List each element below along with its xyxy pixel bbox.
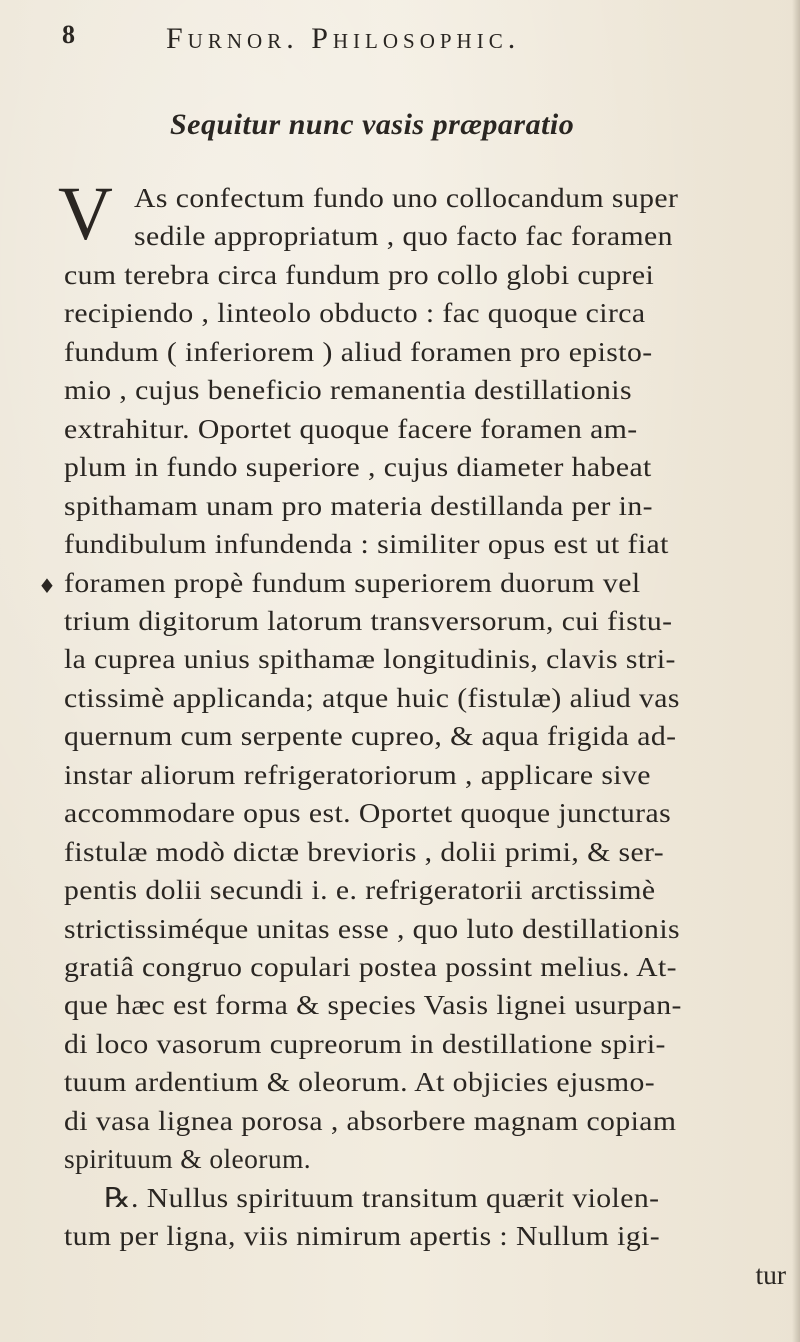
text-line: foramen propè fundum superiorem duorum vel [64, 566, 641, 598]
text-line: mio , cujus beneficio remanentia destillationis [64, 374, 632, 406]
text-line: cum terebra circa fundum pro collo globi cuprei [64, 258, 655, 290]
margin-marker: ♦ [38, 574, 56, 598]
text-line: di loco vasorum cupreorum in destillatione spiri- [64, 1027, 666, 1059]
catchword: tur [755, 1258, 786, 1290]
section-title: Sequitur nunc vasis præparatio [170, 108, 575, 141]
text-line: pentis dolii secundi i. e. refrigeratorii arctissimè [64, 874, 656, 906]
text-line: sedile appropriatum , quo facto fac foramen [134, 220, 673, 252]
text-line: quernum cum serpente cupreo, & aqua frigida ad- [64, 720, 677, 752]
text-line: extrahitur. Oportet quoque facere foramen am- [64, 412, 638, 444]
text-line: accommodare opus est. Oportet quoque juncturas [64, 797, 672, 829]
text-line: ctissimè applicanda; atque huic (fistulæ) aliud vas [64, 681, 680, 713]
text-line: fundum ( inferiorem ) aliud foramen pro episto- [64, 335, 653, 367]
text-line: fundibulum infundenda : similiter opus est ut fiat [64, 528, 669, 560]
text-line: trium digitorum latorum transversorum, cui fistu- [64, 604, 673, 636]
text-line: fistulæ modò dictæ brevioris , dolii primi, & ser- [64, 835, 665, 867]
text-line: spirituum & oleorum. [64, 1143, 312, 1175]
running-title: Furnor. Philosophic. [166, 22, 521, 55]
text-line: que hæc est forma & species Vasis lignei usurpan- [64, 989, 682, 1021]
text-line: tuum ardentium & oleorum. At objicies ejusmo- [64, 1066, 656, 1098]
page-edge-shadow [792, 0, 800, 1342]
drop-cap-initial: V [58, 172, 113, 256]
text-line: instar aliorum refrigeratoriorum , applicare sive [64, 758, 651, 790]
text-line: recipiendo , linteolo obducto : fac quoque circa [64, 297, 646, 329]
text-line: la cuprea unius spithamæ longitudinis, clavis stri- [64, 643, 676, 675]
text-line: As confectum fundo uno collocandum super [134, 182, 679, 213]
page-number: 8 [62, 20, 75, 49]
text-line: gratiâ congruo copulari postea possint melius. At- [64, 951, 678, 982]
text-line: di vasa lignea porosa , absorbere magnam copiam [64, 1104, 677, 1136]
page-header [58, 16, 738, 56]
text-line: ℞. Nullus spirituum transitum quærit violen- [104, 1181, 660, 1213]
text-line: plum in fundo superiore , cujus diameter habeat [64, 451, 652, 483]
text-line: spithamam unam pro materia destillanda per in- [64, 489, 653, 521]
text-line: strictissiméque unitas esse , quo luto destillationis [64, 912, 681, 944]
text-line: tum per ligna, viis nimirum apertis : Nullum igi- [64, 1220, 661, 1252]
